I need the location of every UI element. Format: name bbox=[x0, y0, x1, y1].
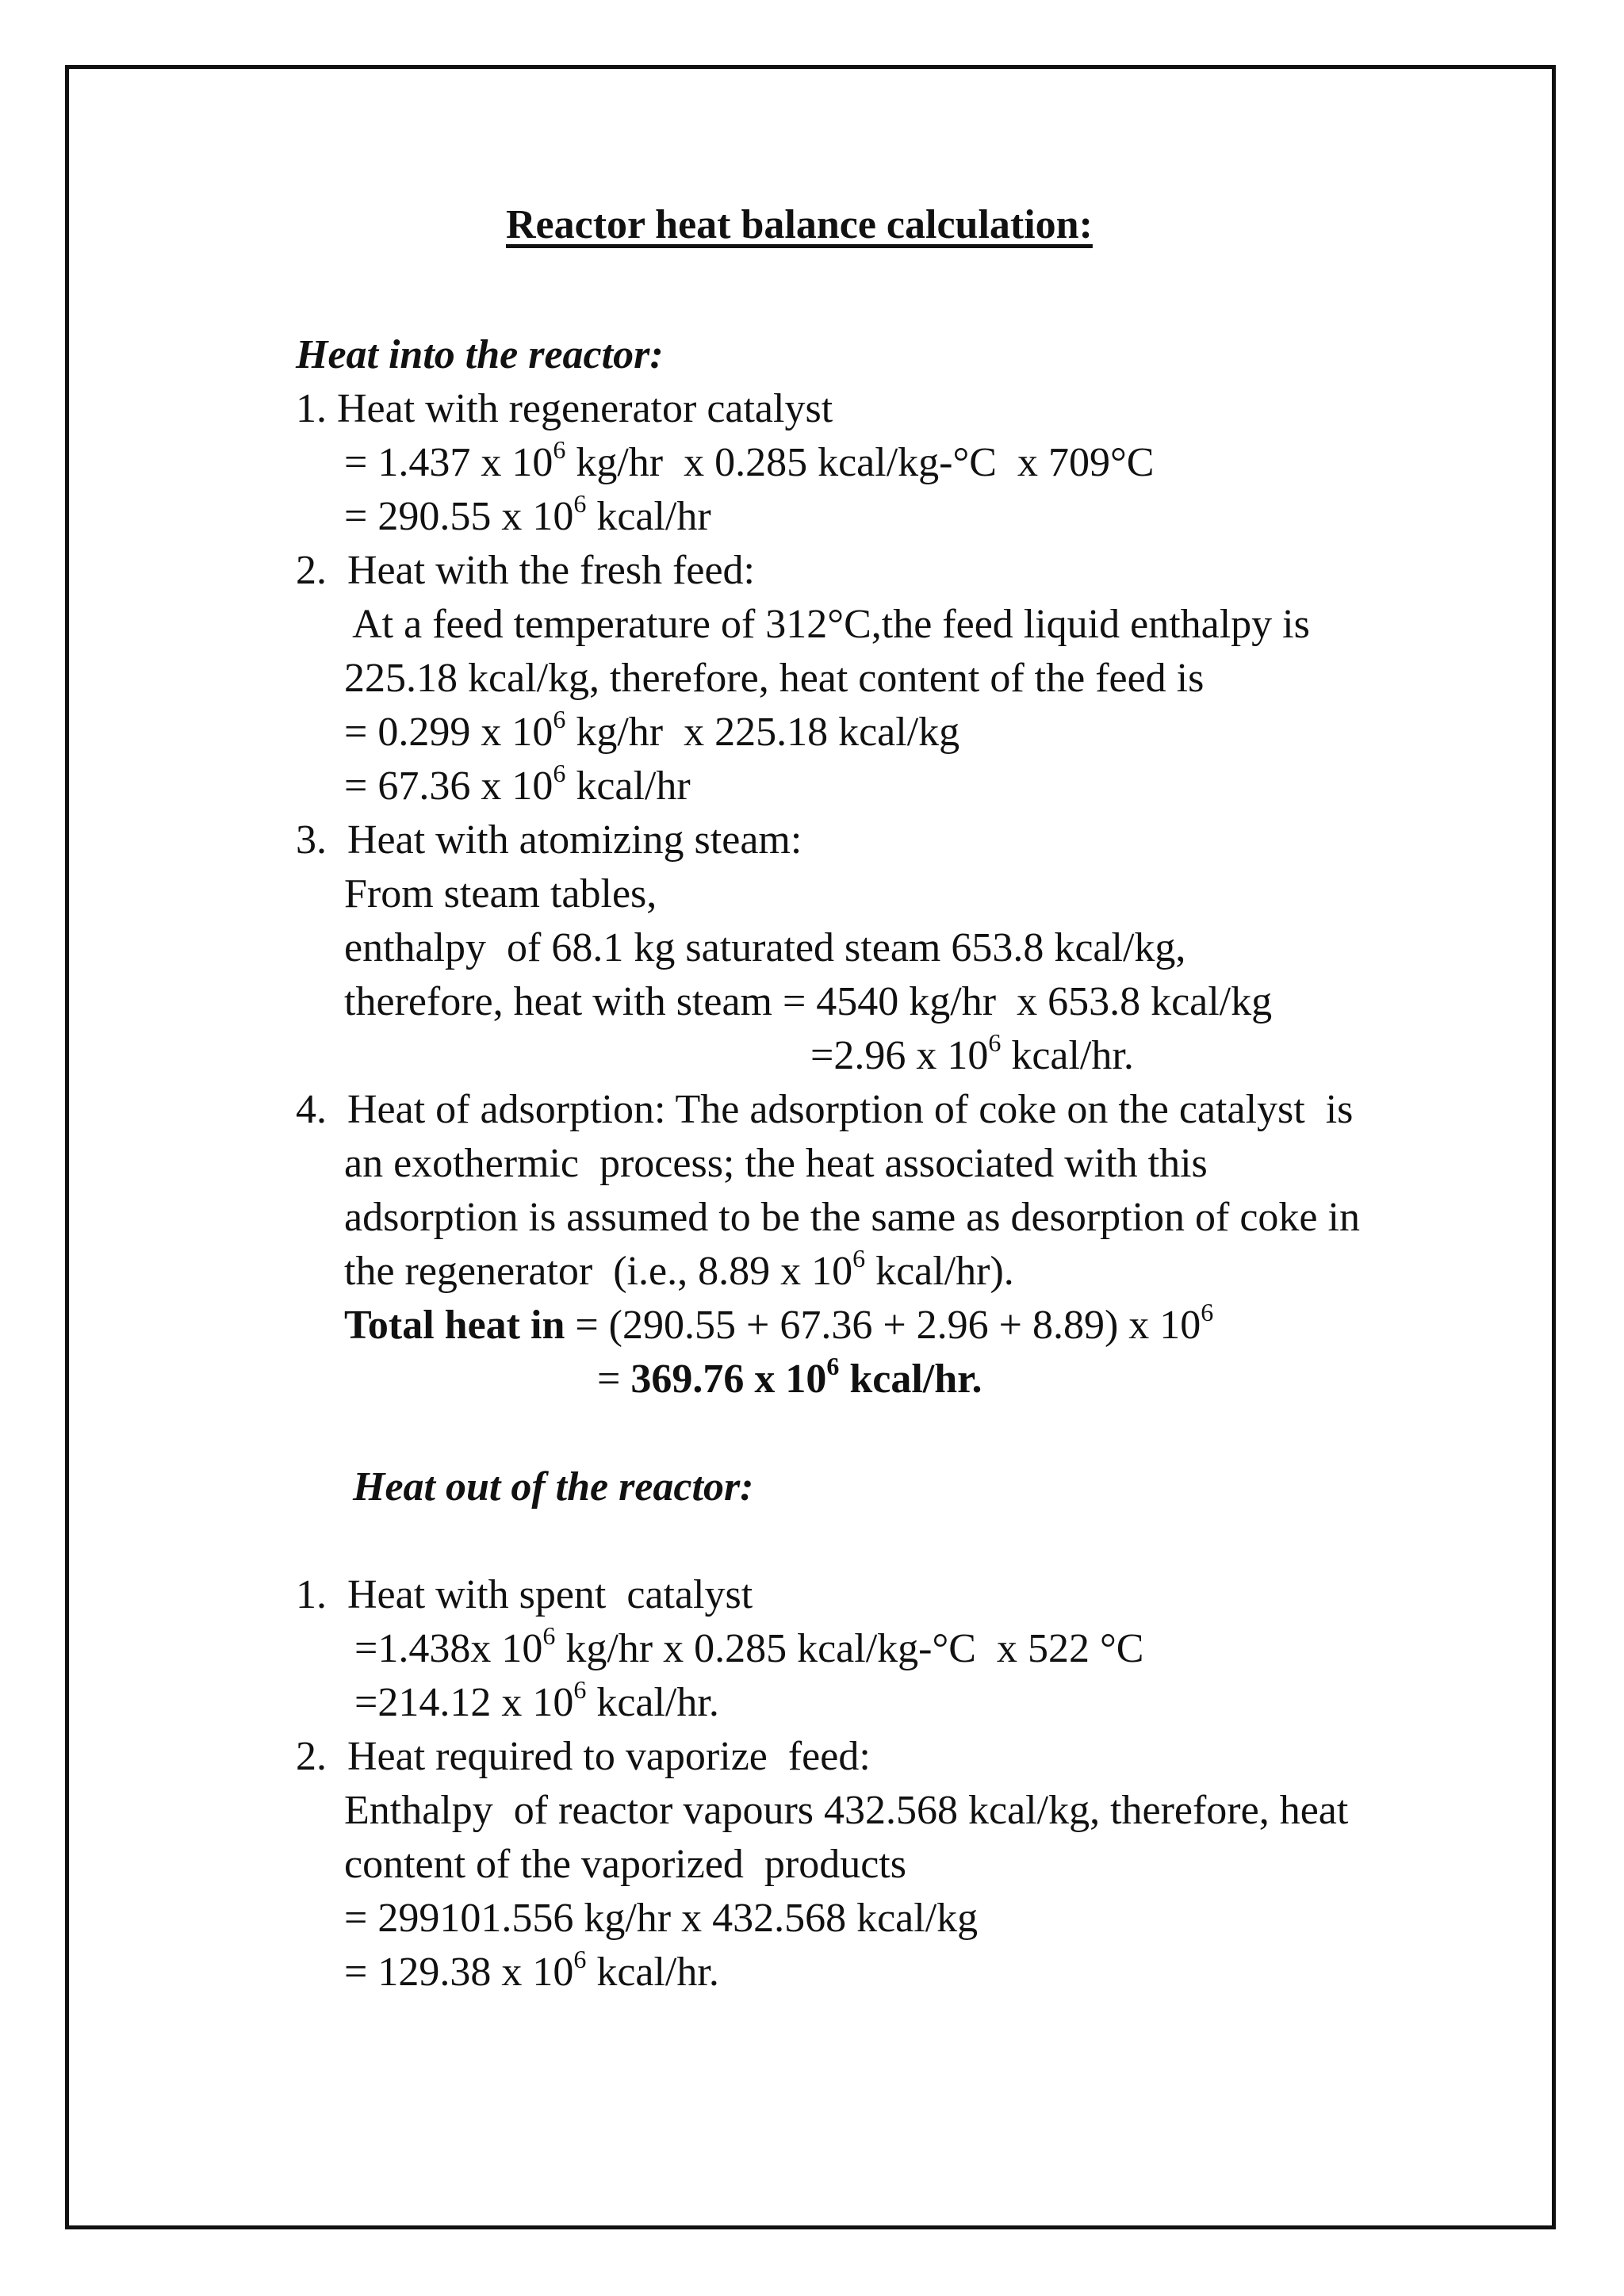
heat-in-heading: Heat into the reactor: bbox=[296, 332, 664, 377]
heat-out-item-2-line-3: = 299101.556 kg/hr x 432.568 kcal/kg bbox=[344, 1896, 979, 1941]
heat-in-item-2-line-3: = 0.299 x $10^6$ kg/hr x 225.18 kcal/kg bbox=[344, 705, 960, 755]
heat-in-item-4-line-3: the regenerator (i.e., 8.89 x $10^6$ kcal/hr). bbox=[344, 1244, 1014, 1294]
heat-in-item-1-line-2: = 290.55 x $10^6$ kcal/hr bbox=[344, 489, 711, 539]
heat-in-item-4-label: 4. Heat of adsorption: The adsorption of coke on the catalyst is bbox=[296, 1087, 1354, 1132]
total-heat-in-line-2: = 369.76 x $10^6$ kcal/hr. bbox=[597, 1352, 982, 1402]
heat-in-item-3-line-3: therefore, heat with steam = 4540 kg/hr x 653.8 kcal/kg bbox=[344, 979, 1273, 1024]
heat-in-item-4-line-2: adsorption is assumed to be the same as desorption of coke in bbox=[344, 1195, 1360, 1240]
heat-in-item-3-line-4: =2.96 x $10^6$ kcal/hr. bbox=[810, 1028, 1134, 1078]
page-title: Reactor heat balance calculation: bbox=[506, 202, 1093, 247]
heat-in-item-3-label: 3. Heat with atomizing steam: bbox=[296, 817, 802, 863]
heat-in-item-1-label: 1. Heat with regenerator catalyst bbox=[296, 386, 833, 431]
total-heat-in-line-1: Total heat in = (290.55 + 67.36 + 2.96 + 8.89) x $10^6$ bbox=[344, 1298, 1214, 1348]
heat-in-item-3-line-2: enthalpy of 68.1 kg saturated steam 653.8 kcal/kg, bbox=[344, 925, 1186, 970]
heat-in-item-1-line-1: = 1.437 x $10^6$ kg/hr x 0.285 kcal/kg-°C x 709°C bbox=[344, 435, 1155, 485]
heat-out-item-1-line-2: =214.12 x $10^6$ kcal/hr. bbox=[344, 1675, 719, 1725]
heat-in-item-3-line-1: From steam tables, bbox=[344, 871, 657, 916]
heat-in-item-2-line-2: 225.18 kcal/kg, therefore, heat content of the feed is bbox=[344, 656, 1205, 701]
heat-out-item-2-line-1: Enthalpy of reactor vapours 432.568 kcal/kg, therefore, heat bbox=[344, 1788, 1349, 1833]
heat-out-item-1-label: 1. Heat with spent catalyst bbox=[296, 1572, 753, 1617]
heat-out-item-2-line-2: content of the vaporized products bbox=[344, 1842, 906, 1887]
heat-out-item-2-line-4: = 129.38 x $10^6$ kcal/hr. bbox=[344, 1945, 719, 1995]
heat-out-item-1-line-1: =1.438x $10^6$ kg/hr x 0.285 kcal/kg-°C x 522 °C bbox=[344, 1621, 1144, 1671]
heat-in-item-2-line-4: = 67.36 x $10^6$ kcal/hr bbox=[344, 759, 691, 809]
heat-out-item-2-label: 2. Heat required to vaporize feed: bbox=[296, 1734, 871, 1779]
heat-in-item-2-line-1: At a feed temperature of 312°C,the feed liquid enthalpy is bbox=[344, 602, 1310, 647]
heat-in-item-4-line-1: an exothermic process; the heat associated with this bbox=[344, 1141, 1208, 1186]
heat-out-heading: Heat out of the reactor: bbox=[353, 1464, 754, 1510]
heat-in-item-2-label: 2. Heat with the fresh feed: bbox=[296, 548, 756, 593]
